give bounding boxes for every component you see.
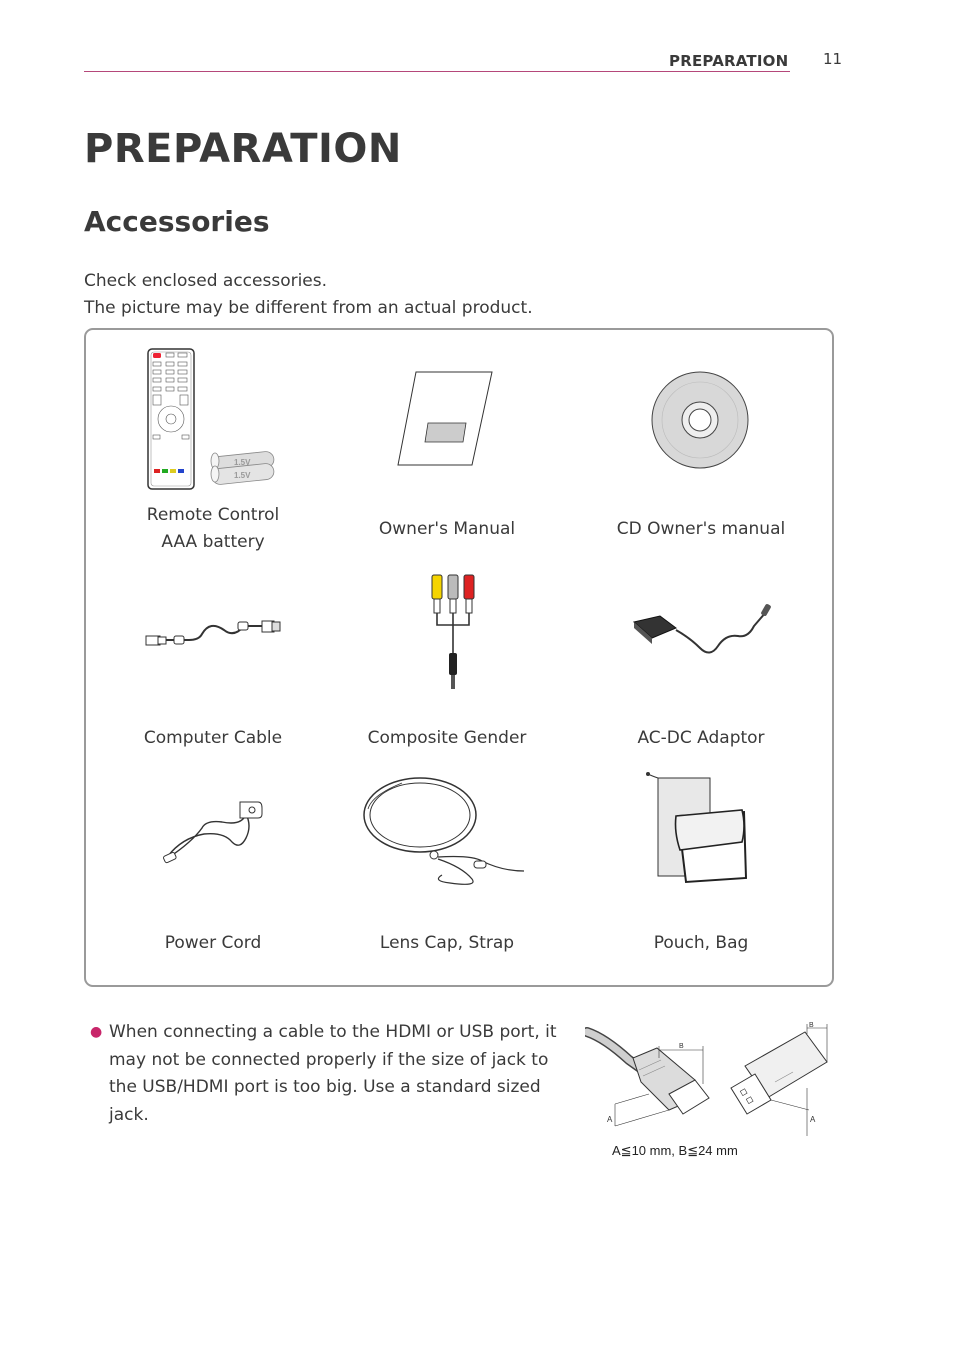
dim-label-b-usb: B [809, 1022, 814, 1029]
connector-size-diagram [585, 1018, 835, 1143]
label-computer-cable: Computer Cable [143, 728, 283, 748]
battery-label-2: 1.5V [234, 471, 251, 480]
label-pouch-bag: Pouch, Bag [653, 933, 749, 953]
page-title: PREPARATION [84, 126, 402, 172]
label-composite-gender: Composite Gender [367, 728, 527, 748]
battery-label-1: 1.5V [234, 458, 251, 467]
note-text: When connecting a cable to the HDMI or USB port, it may not be connected properly if the size of jack to the USB/HDMI port is too big. Use a standard sized jack. [109, 1022, 557, 1125]
diagram-caption: A≦10 mm, B≦24 mm [612, 1143, 738, 1158]
ac-dc-adaptor-icon [630, 598, 780, 663]
cd-icon [650, 370, 750, 470]
label-power-cord: Power Cord [164, 933, 262, 953]
label-owners-manual: Owner's Manual [378, 519, 516, 539]
dim-label-a-hdmi: A [607, 1115, 613, 1124]
label-ac-dc-adaptor: AC-DC Adaptor [637, 728, 765, 748]
dim-label-b-hdmi: B [679, 1043, 684, 1050]
power-cord-icon [162, 798, 272, 868]
page-number: 11 [823, 50, 843, 68]
intro-line-1: Check enclosed accessories. [84, 271, 328, 291]
note-bullet-item [90, 1019, 570, 1129]
bullet-icon: ● [90, 1024, 103, 1040]
intro-line-2: The picture may be different from an actual product. [84, 298, 533, 318]
manual-icon [396, 370, 496, 468]
accessories-box [84, 328, 834, 987]
section-title: Accessories [84, 205, 270, 238]
running-header-section: PREPARATION [669, 52, 789, 70]
label-remote-control: Remote Control AAA battery [146, 505, 280, 552]
pouch-bag-icon [642, 770, 752, 890]
intro-text [84, 268, 533, 322]
composite-gender-icon [426, 573, 486, 693]
header-divider [84, 71, 790, 72]
computer-cable-icon [144, 610, 284, 650]
lens-cap-strap-icon [362, 775, 532, 890]
label-lens-cap-strap: Lens Cap, Strap [379, 933, 515, 953]
label-cd-owners-manual: CD Owner's manual [616, 519, 786, 539]
dim-label-a-usb: A [810, 1115, 816, 1124]
remote-control-icon [146, 347, 281, 492]
